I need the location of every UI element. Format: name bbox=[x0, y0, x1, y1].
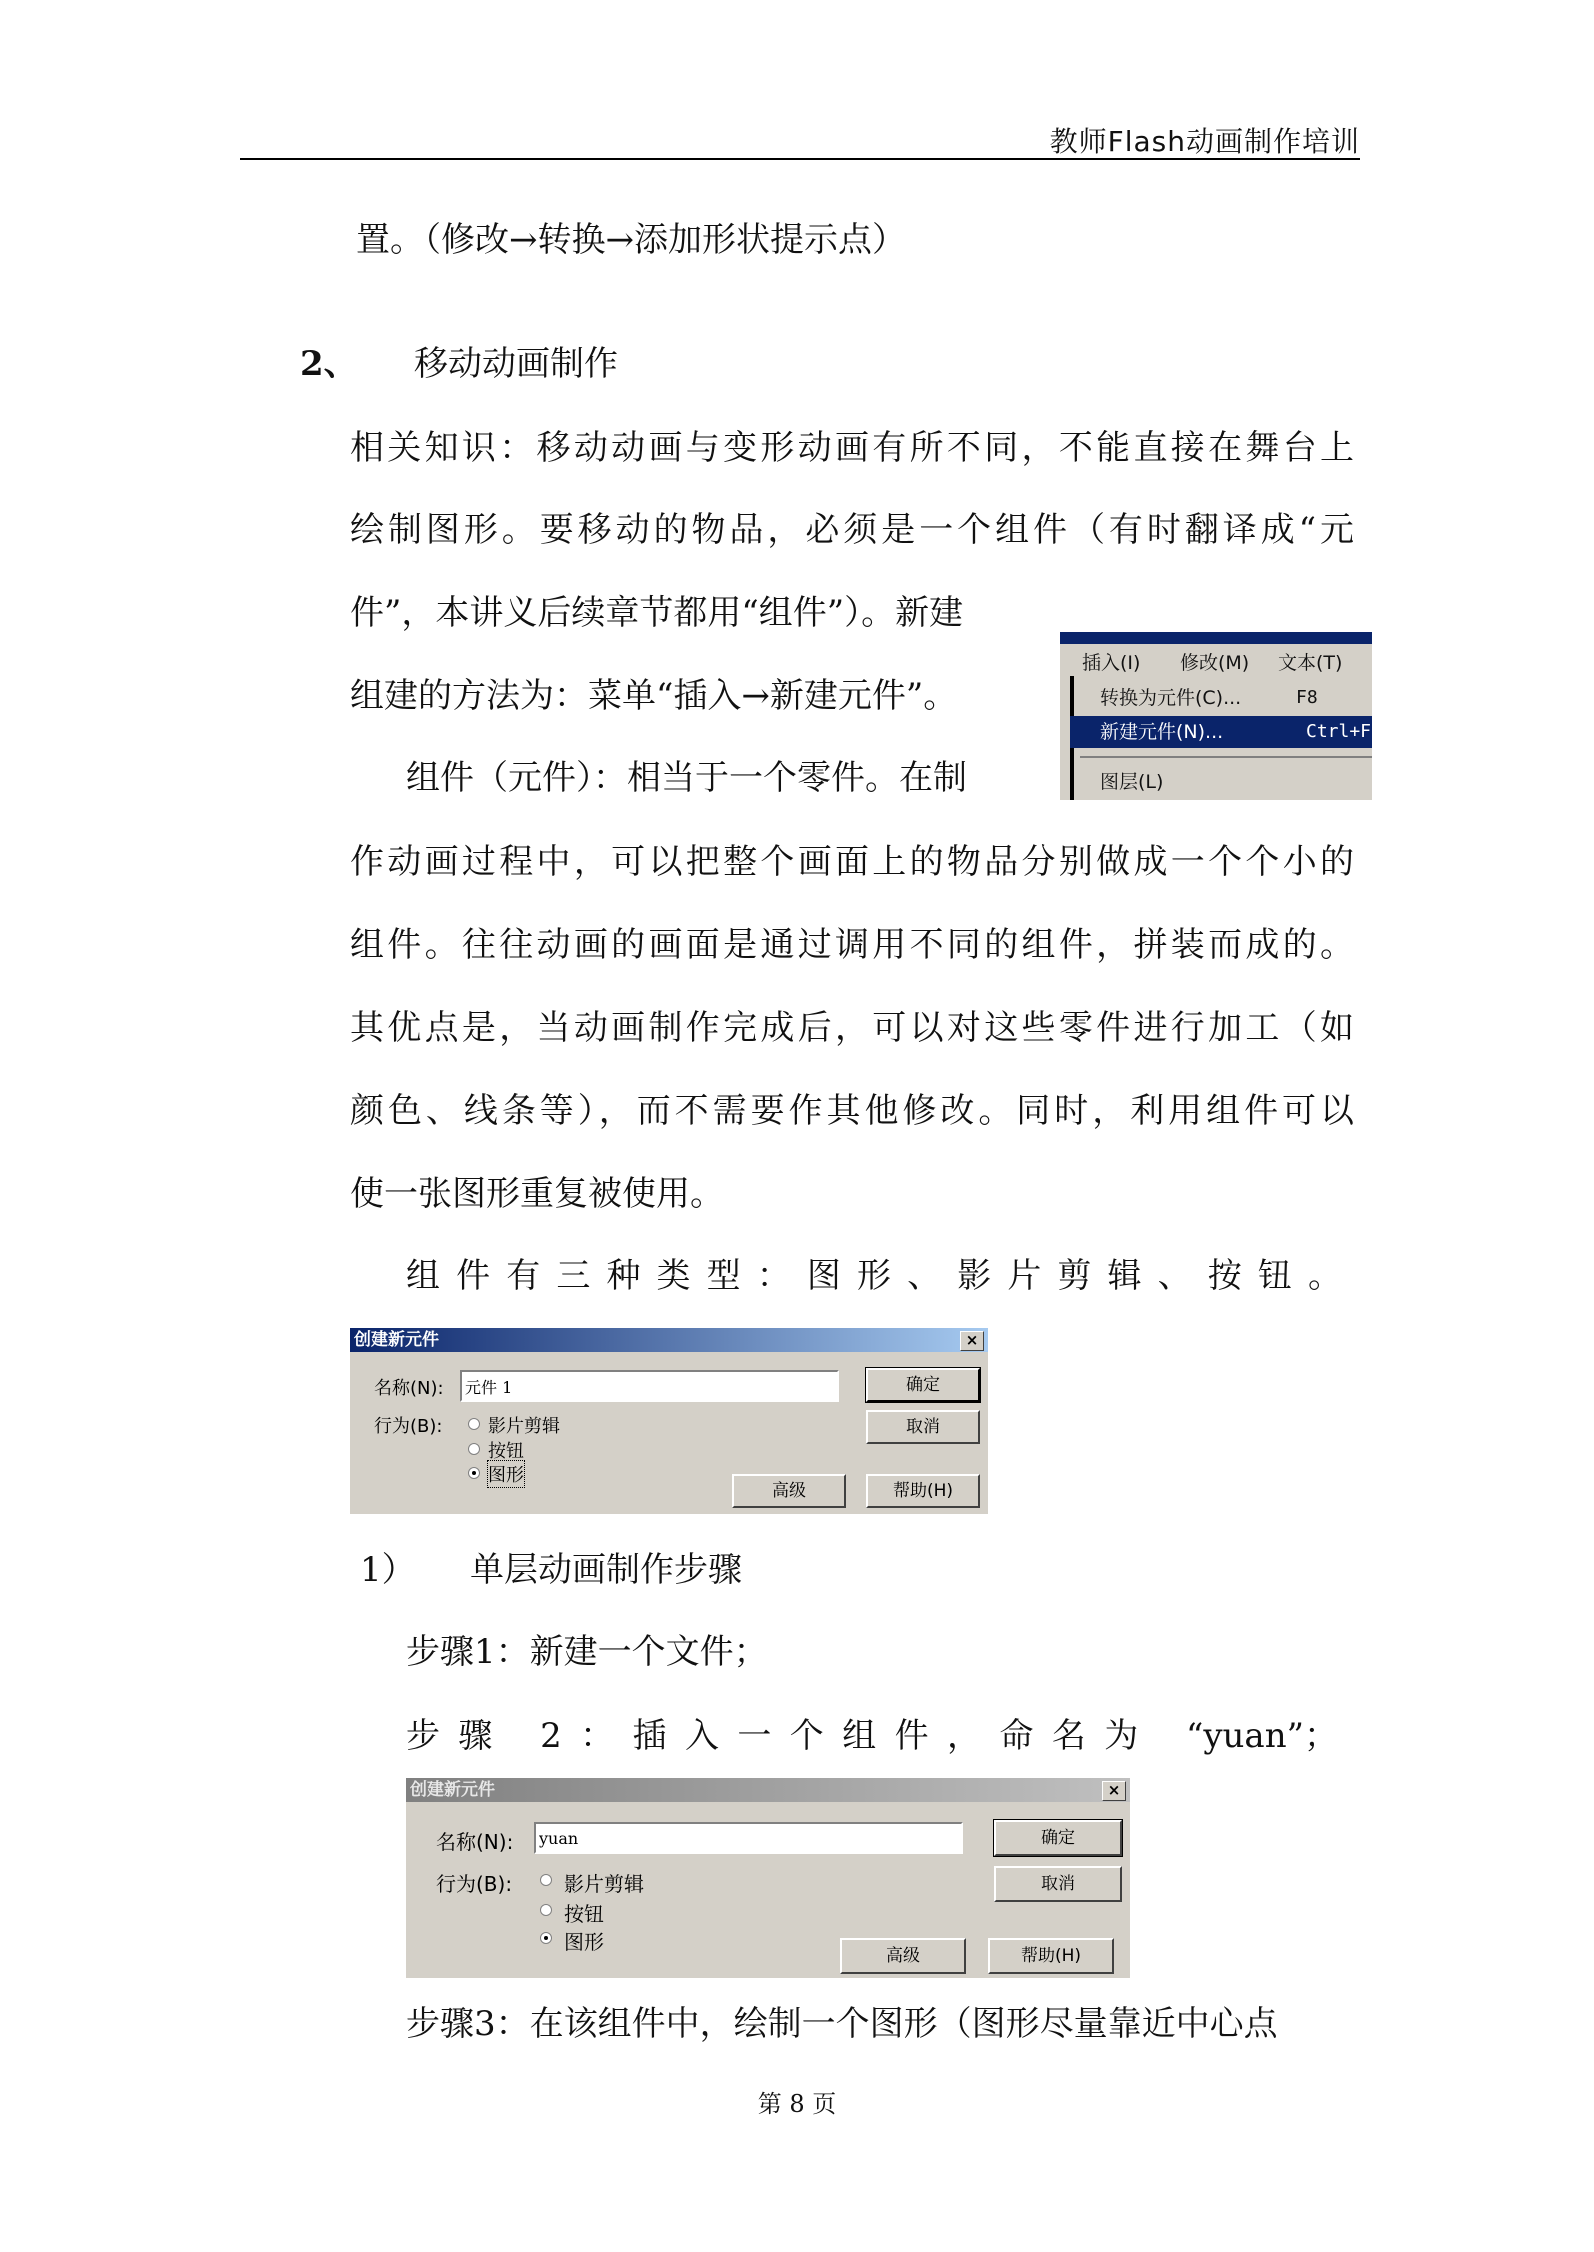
option-label: 影片剪辑 bbox=[488, 1416, 560, 1437]
advanced-button[interactable]: 高级 bbox=[732, 1474, 846, 1508]
name-input[interactable] bbox=[534, 1822, 963, 1854]
menu-item-label: 图层(L) bbox=[1100, 771, 1164, 793]
menu-separator bbox=[1080, 756, 1372, 758]
dialog-titlebar bbox=[406, 1778, 1130, 1802]
step-line: 步骤1：新建一个文件； bbox=[406, 1632, 768, 1672]
paragraph-line: 件”，本讲义后续章节都用“组件”）。新建 bbox=[350, 593, 964, 633]
option-label: 图形 bbox=[564, 1930, 604, 1954]
radio-button[interactable] bbox=[468, 1443, 480, 1455]
menu-bar bbox=[1060, 644, 1372, 676]
menu-item-convert-to-symbol[interactable] bbox=[1070, 682, 1372, 714]
name-input[interactable] bbox=[460, 1370, 839, 1402]
section-number: 2、 bbox=[300, 344, 358, 384]
paragraph-line: 颜色、线条等），而不需要作其他修改。同时，利用组件可以 bbox=[350, 1091, 1354, 1131]
running-header: 教师Flash动画制作培训 bbox=[1049, 125, 1360, 158]
menu-insert[interactable]: 插入(I) bbox=[1082, 652, 1141, 674]
paragraph-line: 组件有三种类型：图形、影片剪辑、按钮。 bbox=[406, 1256, 1342, 1296]
menu-text[interactable]: 文本(T) bbox=[1278, 652, 1343, 674]
paragraph-line: 使一张图形重复被使用。 bbox=[350, 1174, 724, 1214]
radio-button[interactable] bbox=[540, 1904, 552, 1916]
radio-movie-clip[interactable] bbox=[540, 1874, 552, 1886]
paragraph-line: 其优点是，当动画制作完成后，可以对这些零件进行加工（如 bbox=[350, 1008, 1354, 1048]
menu-item-shortcut: F8 bbox=[1296, 687, 1318, 708]
name-label: 名称(N): bbox=[436, 1830, 514, 1854]
step-line: 步骤3：在该组件中，绘制一个图形（图形尽量靠近中心点 bbox=[406, 2004, 1278, 2044]
option-label: 影片剪辑 bbox=[564, 1872, 644, 1896]
advanced-button[interactable]: 高级 bbox=[840, 1938, 966, 1974]
close-icon[interactable]: × bbox=[1102, 1781, 1126, 1801]
radio-movie-clip[interactable] bbox=[468, 1418, 480, 1430]
menu-item-label: 转换为元件(C)... bbox=[1100, 687, 1242, 709]
paragraph-line: 组建的方法为：菜单“插入→新建元件”。 bbox=[350, 676, 958, 716]
menu-item-shortcut: Ctrl+F8 bbox=[1306, 721, 1382, 742]
menu-modify[interactable]: 修改(M) bbox=[1180, 652, 1250, 674]
section-title: 移动动画制作 bbox=[414, 344, 618, 384]
create-symbol-dialog bbox=[350, 1328, 988, 1514]
cancel-button[interactable]: 取消 bbox=[994, 1866, 1122, 1902]
step-line: 步骤 2：插入一个组件，命名为 “yuan”； bbox=[406, 1716, 1338, 1756]
insert-menu-screenshot bbox=[1060, 632, 1382, 800]
menu-item-label: 新建元件(N)... bbox=[1100, 721, 1224, 743]
dialog-titlebar bbox=[350, 1328, 988, 1352]
page-number: 第 8 页 bbox=[757, 2090, 837, 2118]
header-divider bbox=[240, 158, 1360, 160]
behavior-label: 行为(B): bbox=[374, 1416, 443, 1437]
name-label: 名称(N): bbox=[374, 1378, 444, 1399]
dialog-title: 创建新元件 bbox=[354, 1330, 439, 1350]
help-button[interactable]: 帮助(H) bbox=[988, 1938, 1114, 1974]
option-label: 图形 bbox=[488, 1461, 524, 1487]
paragraph-line: 绘制图形。要移动的物品，必须是一个组件（有时翻译成“元 bbox=[350, 510, 1354, 550]
paragraph-line: 组件（元件）：相当于一个零件。在制 bbox=[406, 758, 967, 798]
ok-button[interactable]: 确定 bbox=[994, 1820, 1122, 1856]
help-button[interactable]: 帮助(H) bbox=[866, 1474, 980, 1508]
cancel-button[interactable]: 取消 bbox=[866, 1410, 980, 1444]
create-symbol-dialog-yuan bbox=[406, 1778, 1130, 1978]
window-titlebar bbox=[1060, 632, 1372, 644]
paragraph-line: 作动画过程中，可以把整个画面上的物品分别做成一个个小的 bbox=[350, 842, 1354, 882]
option-label: 按钮 bbox=[488, 1441, 524, 1462]
menu-item-layer[interactable] bbox=[1070, 766, 1372, 798]
body-line: 置。（修改→转换→添加形状提示点） bbox=[356, 220, 906, 260]
behavior-label: 行为(B): bbox=[436, 1872, 513, 1896]
dialog-title: 创建新元件 bbox=[410, 1780, 495, 1800]
close-icon[interactable]: × bbox=[960, 1331, 984, 1351]
menu-item-new-symbol[interactable] bbox=[1070, 716, 1382, 748]
option-label: 按钮 bbox=[564, 1902, 604, 1926]
subsection-title: 单层动画制作步骤 bbox=[470, 1550, 742, 1590]
subsection-number: 1） bbox=[360, 1550, 416, 1590]
radio-graphic[interactable] bbox=[540, 1932, 552, 1944]
ok-button[interactable]: 确定 bbox=[866, 1368, 980, 1402]
paragraph-line: 组件。往往动画的画面是通过调用不同的组件，拼装而成的。 bbox=[350, 925, 1354, 965]
paragraph-line: 相关知识：移动动画与变形动画有所不同，不能直接在舞台上 bbox=[350, 428, 1354, 468]
radio-graphic[interactable] bbox=[468, 1467, 480, 1479]
